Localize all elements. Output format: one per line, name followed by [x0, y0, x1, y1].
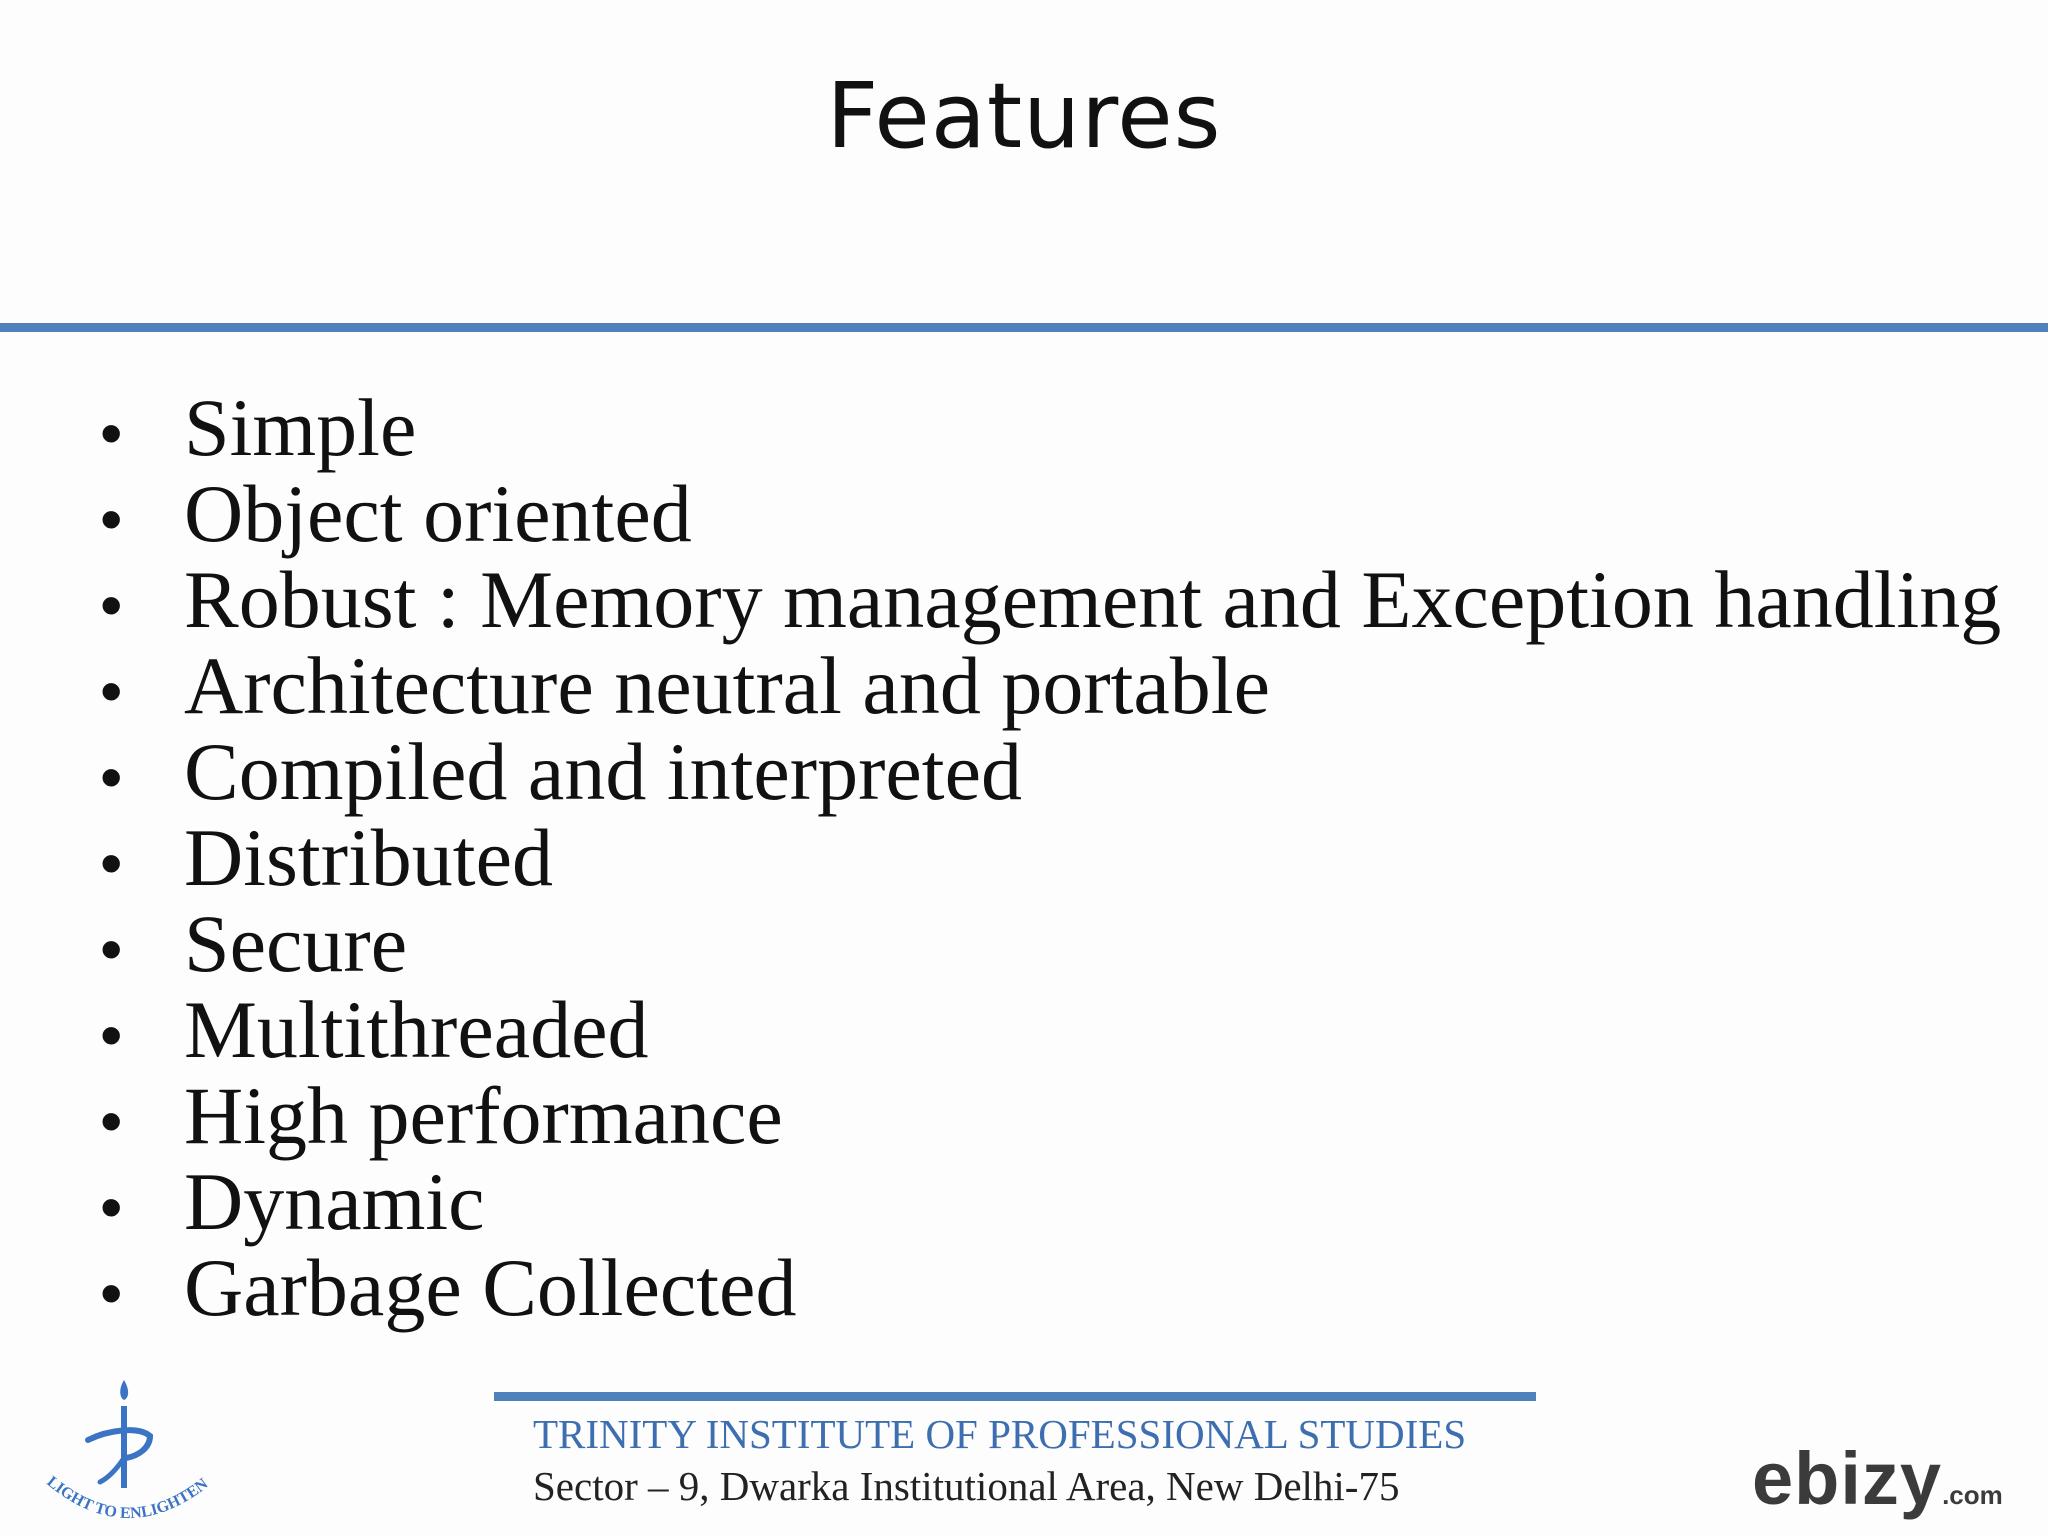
- list-item: [100, 554, 2002, 645]
- title-divider: [0, 323, 2048, 332]
- list-item: [100, 812, 2001, 903]
- trinity-logo-graphic: [28, 1378, 228, 1528]
- feature-list: [100, 382, 2002, 1333]
- bullet-icon: •: [100, 397, 123, 469]
- ebizy-logo-icon: [1752, 1436, 2022, 1526]
- bullet-icon: •: [100, 999, 123, 1071]
- list-item: [100, 382, 2001, 473]
- bullet-icon: •: [100, 1171, 123, 1243]
- ebizy-logo-wordmark: ebizy: [1752, 1437, 1943, 1520]
- list-item: [100, 1242, 2001, 1333]
- list-item: [100, 1070, 2001, 1161]
- list-item-label: Secure: [184, 898, 408, 989]
- list-item-label: Robust : Memory management and Exception handling: [184, 554, 2002, 645]
- bullet-icon: •: [100, 483, 123, 555]
- ebizy-logo-text: [1752, 1436, 2003, 1521]
- bullet-icon: •: [100, 913, 123, 985]
- bullet-icon: •: [100, 655, 123, 727]
- list-item: [100, 726, 2001, 817]
- footer-divider: [494, 1392, 1536, 1401]
- list-item-label: Simple: [184, 382, 417, 473]
- institute-address: Sector – 9, Dwarka Institutional Area, New Delhi-75: [533, 1463, 1400, 1509]
- list-item-label: Architecture neutral and portable: [184, 640, 1270, 731]
- slide-title: Features: [826, 64, 1222, 169]
- bullet-icon: •: [100, 569, 123, 641]
- institute-name: TRINITY INSTITUTE OF PROFESSIONAL STUDIES: [533, 1411, 1467, 1457]
- list-item-label: Multithreaded: [184, 984, 649, 1075]
- bullet-icon: •: [100, 1085, 123, 1157]
- list-item-label: Dynamic: [184, 1156, 485, 1247]
- trinity-logo-icon: [28, 1378, 228, 1528]
- ebizy-logo-suffix: .com: [1942, 1480, 2003, 1510]
- list-item-label: High performance: [184, 1070, 783, 1161]
- list-item: [100, 984, 2001, 1075]
- list-item-label: Garbage Collected: [184, 1242, 797, 1333]
- bullet-icon: •: [100, 1257, 123, 1329]
- list-item: [100, 898, 2001, 989]
- bullet-icon: •: [100, 827, 123, 899]
- list-item: [100, 468, 2001, 559]
- list-item-label: Distributed: [184, 812, 553, 903]
- list-item-label: Object oriented: [184, 468, 692, 559]
- svg-text:LIGHT TO ENLIGHTEN: LIGHT TO ENLIGHTEN: [43, 1473, 212, 1523]
- bullet-icon: •: [100, 741, 123, 813]
- list-item: [100, 640, 2001, 731]
- list-item-label: Compiled and interpreted: [184, 726, 1022, 817]
- list-item: [100, 1156, 2001, 1247]
